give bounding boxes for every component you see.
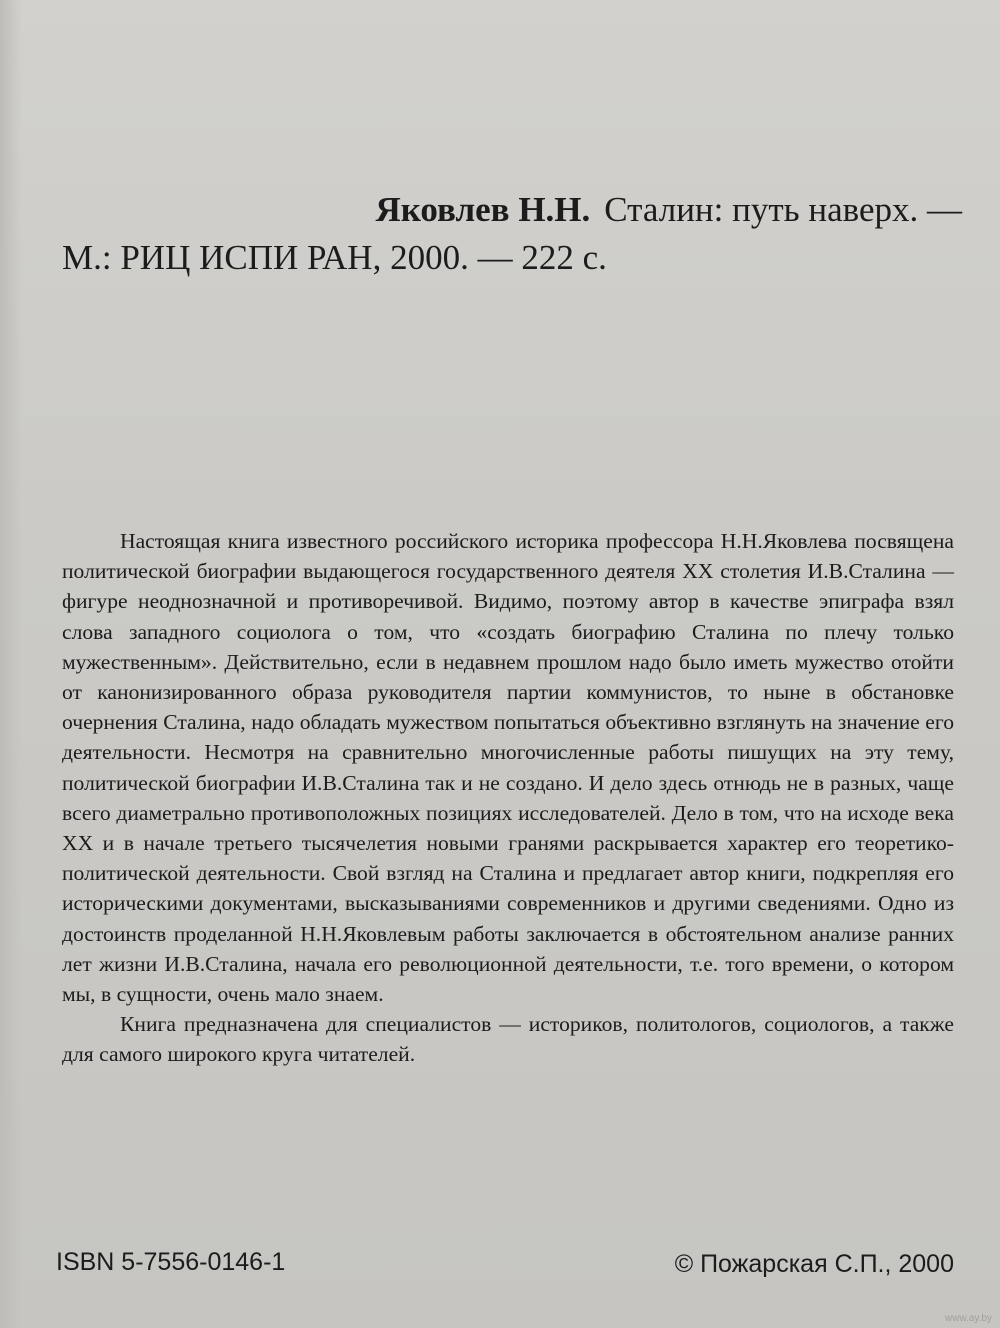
bibliographic-record [62, 186, 962, 282]
site-watermark: www.ay.by [944, 1313, 992, 1324]
annotation-paragraph-1: Настоящая книга известного российского историка профессора Н.Н.Яковлева посвящена политической биографии выдающегося государственного деятеля XX столетия И.В.Сталина — фигуре неоднозначной и противоречивой. Видимо, поэтому автор в качестве эпиграфа взял слова западного социолога о том, что «создать биографию Сталина по плечу только мужественным». Действительно, если в недавнем прошлом надо было иметь мужество отойти от канонизированного образа руководителя партии коммунистов, то ныне в обстановке очернения Сталина, надо обладать мужеством попытаться объективно взглянуть на значение его деятельности. Несмотря на сравнительно многочисленные работы пишущих на эту тему, политической биографии И.В.Сталина так и не создано. И дело здесь отнюдь не в разных, чаще всего диаметрально противоположных позициях исследователей. Дело в том, что на исходе века XX и в начале третьего тысячелетия новыми гранями раскрывается характер его теоретико-политической деятельности. Свой взгляд на Сталина и предлагает автор книги, подкрепляя его историческими документами, высказываниями современников и другими сведениями. Одно из достоинств проделанной Н.Н.Яковлевым работы заключается в обстоятельном анализе ранних лет жизни И.В.Сталина, начала его революционной деятельности, т.е. того времени, о котором мы, в сущности, очень мало знаем. [62, 529, 954, 1007]
copyright: © Пожарская С.П., 2000 [674, 1250, 954, 1278]
book-title: Сталин: путь наверх. — [604, 190, 962, 229]
page-edge-shadow [0, 0, 22, 1328]
author-name: Яковлев Н.Н. [375, 190, 591, 229]
annotation-text [62, 526, 954, 1070]
biblio-line-author-title [62, 186, 962, 234]
biblio-imprint: М.: РИЦ ИСПИ РАН, 2000. — 222 с. [62, 238, 607, 277]
isbn: ISBN 5-7556-0146-1 [56, 1248, 286, 1276]
annotation-paragraph-2: Книга предназначена для специалистов — историков, политологов, социологов, а также для самого широкого круга читателей. [62, 1012, 954, 1067]
